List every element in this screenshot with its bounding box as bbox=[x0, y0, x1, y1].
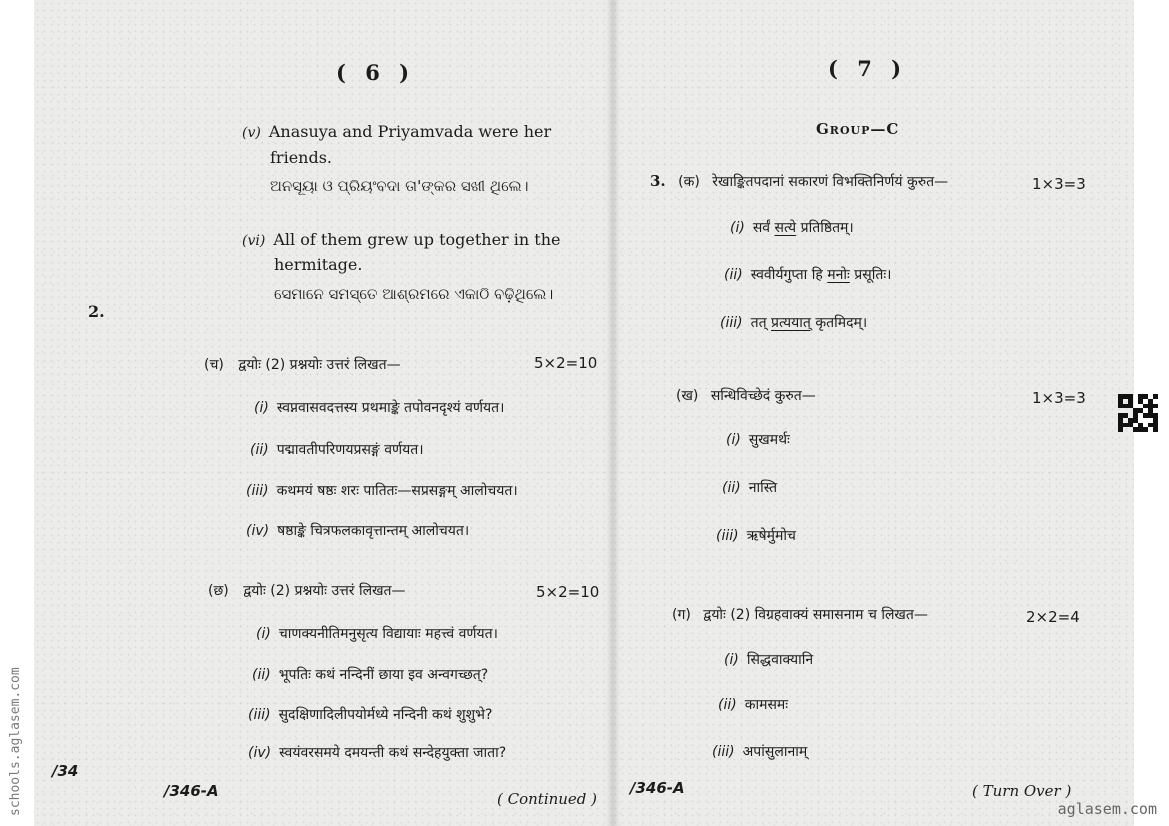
q3-ka-marks: 1×3=3 bbox=[1032, 175, 1086, 193]
margin-question-number: 2. bbox=[88, 302, 105, 321]
cha-question bbox=[246, 521, 469, 540]
roman-numeral: (vi) bbox=[242, 233, 266, 249]
underlined-word: प्रत्ययात् bbox=[771, 315, 811, 331]
section-chha-heading bbox=[208, 581, 406, 600]
question-text: स्वयंवरसमये दमयन्ती कथं सन्देहयुक्ता जाता? bbox=[279, 745, 507, 761]
ga-item bbox=[724, 650, 813, 669]
kha-item bbox=[716, 526, 796, 545]
cha-question bbox=[250, 440, 424, 459]
section-label: (छ) bbox=[208, 583, 229, 599]
item-text: सुखमर्थः bbox=[748, 432, 790, 448]
kha-item bbox=[722, 478, 777, 497]
item-v-line2: friends. bbox=[270, 148, 332, 167]
footer-code-right: /346-A bbox=[630, 779, 685, 797]
page-number-left: ( 6 ) bbox=[336, 60, 416, 85]
item-v-odia: ଅନସୂୟା ଓ ପ୍ରିୟଂବଦା ତା'ଙ୍କର ସଖୀ ଥିଲେ। bbox=[270, 177, 529, 195]
page-number-right: ( 7 ) bbox=[828, 56, 908, 81]
chha-question bbox=[256, 624, 498, 643]
roman-numeral: (i) bbox=[256, 626, 271, 642]
roman-numeral: (i) bbox=[726, 432, 741, 448]
chha-question bbox=[252, 665, 488, 684]
side-watermark-text: schools.aglasem.com bbox=[8, 667, 23, 816]
text-post: कृतमिदम्। bbox=[810, 315, 868, 331]
item-vi-line2: hermitage. bbox=[274, 255, 363, 274]
section-instruction: द्वयोः (2) विग्रहवाक्यं समासनाम च लिखत— bbox=[703, 607, 928, 623]
text-pre: तत् bbox=[750, 315, 772, 331]
roman-numeral: (iii) bbox=[716, 528, 739, 544]
section-label: (ख) bbox=[676, 388, 699, 404]
roman-numeral: (v) bbox=[242, 125, 261, 141]
ga-marks: 2×2=4 bbox=[1026, 608, 1080, 626]
footer-turn-over: ( Turn Over ) bbox=[972, 782, 1072, 800]
footer-continued: ( Continued ) bbox=[497, 790, 598, 808]
item-vi-odia: ସେମାନେ ସମସ୍ତେ ଆଶ୍ରମରେ ଏକାଠି ବଢ଼ିଥିଲେ। bbox=[274, 285, 554, 303]
roman-numeral: (ii) bbox=[252, 667, 271, 683]
book-spine bbox=[606, 0, 620, 826]
kha-heading bbox=[676, 386, 816, 405]
section-instruction: सन्धिविच्छेदं कुरुत— bbox=[710, 388, 816, 404]
ka-item bbox=[730, 218, 854, 237]
roman-numeral: (iii) bbox=[712, 744, 735, 760]
underlined-word: मनोः bbox=[827, 267, 850, 283]
qr-code-icon bbox=[1118, 394, 1158, 432]
ka-item bbox=[720, 313, 867, 332]
roman-numeral: (iv) bbox=[246, 523, 270, 539]
section-label: (क) bbox=[678, 174, 700, 190]
section-label: (ग) bbox=[672, 607, 691, 623]
footer-code-edge: /34 bbox=[52, 762, 79, 780]
kha-marks: 1×3=3 bbox=[1032, 389, 1086, 407]
side-watermark bbox=[6, 628, 26, 818]
section-instruction: द्वयोः (2) प्रश्नयोः उत्तरं लिखत— bbox=[243, 583, 406, 599]
item-vi bbox=[242, 230, 560, 249]
question-text: कथमयं षष्ठः शरः पातितः—सप्रसङ्गम् आलोचयत। bbox=[276, 483, 518, 499]
question-number: 3. bbox=[650, 172, 666, 190]
q3-ka-heading bbox=[650, 172, 948, 191]
question-text: भूपतिः कथं नन्दिनीं छाया इव अन्वगच्छत्? bbox=[278, 667, 489, 683]
roman-numeral: (ii) bbox=[718, 697, 737, 713]
cha-question bbox=[254, 398, 504, 417]
question-text: पद्मावतीपरिणयप्रसङ्गं वर्णयत। bbox=[276, 442, 424, 458]
item-text: सिद्धवाक्यानि bbox=[746, 652, 814, 668]
roman-numeral: (iii) bbox=[720, 315, 743, 331]
question-text: चाणक्यनीतिमनुसृत्य विद्यायाः महत्त्वं वर्णयत। bbox=[278, 626, 498, 642]
bottom-watermark: aglasem.com bbox=[1057, 800, 1157, 818]
english-text: All of them grew up together in the bbox=[273, 230, 561, 249]
roman-numeral: (iii) bbox=[246, 483, 269, 499]
ga-item bbox=[718, 695, 788, 714]
section-label: (च) bbox=[204, 357, 224, 373]
roman-numeral: (i) bbox=[254, 400, 269, 416]
ga-heading bbox=[672, 605, 928, 624]
roman-numeral: (ii) bbox=[722, 480, 741, 496]
text-post: प्रतिष्ठितम्। bbox=[796, 220, 854, 236]
question-text: स्वप्नवासवदत्तस्य प्रथमाङ्के तपोवनदृश्यं वर्णयत। bbox=[276, 400, 505, 416]
item-text: नास्ति bbox=[748, 480, 778, 496]
cha-question bbox=[246, 481, 518, 500]
chha-question bbox=[248, 743, 506, 762]
roman-numeral: (iv) bbox=[248, 745, 272, 761]
group-title: Group—C bbox=[816, 120, 900, 138]
text-pre: सर्वं bbox=[752, 220, 775, 236]
item-text: कामसमः bbox=[744, 697, 789, 713]
question-text: सुदक्षिणादिलीपयोर्मध्ये नन्दिनी कथं शुशुभे? bbox=[278, 707, 493, 723]
question-text: षष्ठाङ्के चित्रफलकावृत्तान्तम् आलोचयत। bbox=[277, 523, 470, 539]
underlined-word: सत्ये bbox=[774, 220, 797, 236]
section-cha-heading bbox=[204, 355, 401, 374]
section-cha-marks: 5×2=10 bbox=[534, 354, 598, 372]
roman-numeral: (iii) bbox=[248, 707, 271, 723]
footer-code-left: /346-A bbox=[164, 782, 219, 800]
roman-numeral: (i) bbox=[724, 652, 739, 668]
section-chha-marks: 5×2=10 bbox=[536, 583, 600, 601]
roman-numeral: (ii) bbox=[250, 442, 269, 458]
item-text: अपांसुलानाम् bbox=[742, 744, 808, 760]
roman-numeral: (ii) bbox=[724, 267, 743, 283]
item-text: ऋषेर्मुमोच bbox=[746, 528, 796, 544]
english-text: Anasuya and Priyamvada were her bbox=[268, 122, 552, 141]
section-instruction: रेखाङ्कितपदानां सकारणं विभक्तिनिर्णयं कुरुत— bbox=[712, 174, 949, 190]
ga-item bbox=[712, 742, 807, 761]
chha-question bbox=[248, 705, 492, 724]
ka-item bbox=[724, 265, 891, 284]
roman-numeral: (i) bbox=[730, 220, 745, 236]
item-v bbox=[242, 122, 551, 141]
text-pre: स्ववीर्यगुप्ता हि bbox=[750, 267, 828, 283]
section-instruction: द्वयोः (2) प्रश्नयोः उत्तरं लिखत— bbox=[238, 357, 401, 373]
text-post: प्रसूतिः। bbox=[849, 267, 892, 283]
kha-item bbox=[726, 430, 790, 449]
